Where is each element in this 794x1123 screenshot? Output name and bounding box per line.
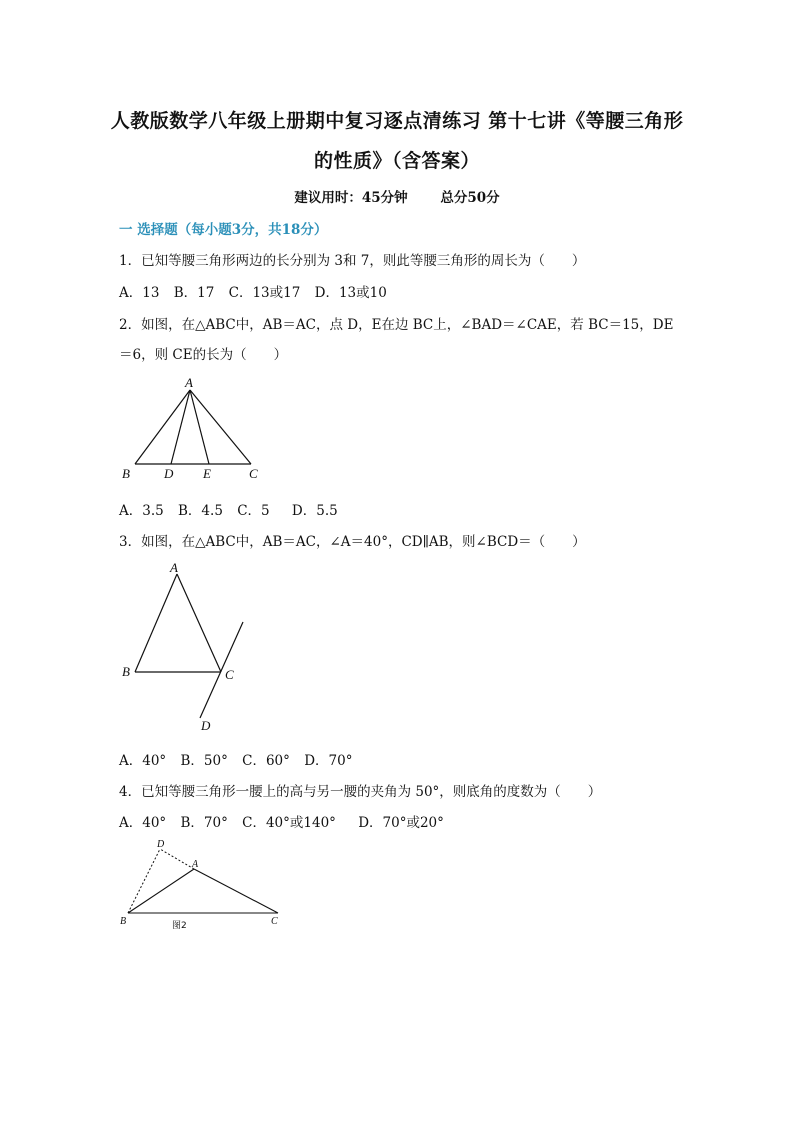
label-b: B: [122, 466, 130, 481]
q2-option-a: A．3.5: [119, 503, 164, 519]
q1-option-c: C．13或17: [228, 285, 301, 301]
segment-ac: [177, 574, 221, 672]
label-a: A: [185, 375, 193, 390]
label-a: A: [192, 859, 199, 870]
q1-option-d: D．13或10: [314, 285, 387, 301]
q4-option-a: A．40°: [119, 815, 167, 831]
question-2-stem-line2: ＝6，则 CE的长为（ ）: [119, 347, 288, 363]
question-2-options: [119, 499, 338, 519]
figure-caption: 图2: [172, 921, 187, 931]
question-1-options: [119, 281, 387, 301]
q4-option-d: D．70°或20°: [358, 815, 444, 831]
question-4-figure: [112, 836, 292, 936]
q2-option-d: D．5.5: [291, 503, 338, 519]
label-b: B: [122, 664, 130, 679]
q3-option-c: C．60°: [242, 753, 290, 769]
q4-option-c: C．40°或140°: [242, 815, 336, 831]
question-2-figure: [115, 372, 275, 484]
label-a: A: [170, 560, 178, 575]
segment-ba: [128, 869, 194, 913]
q1-option-b: B．17: [173, 285, 215, 301]
page-title-line1: 人教版数学八年级上册期中复习逐点清练习 第十七讲《等腰三角形: [110, 110, 684, 132]
label-c: C: [271, 916, 278, 927]
label-e: E: [203, 466, 211, 481]
label-d: D: [164, 466, 174, 481]
q2-option-c: C．5: [237, 503, 270, 519]
segment-ab: [135, 574, 177, 672]
line-cd: [200, 622, 243, 718]
suggested-time: 建议用时：45分钟: [294, 190, 408, 206]
section-heading: 一 选择题（每小题3分，共18分）: [119, 222, 328, 238]
page-title-line2: 的性质》（含答案）: [313, 150, 480, 172]
q3-option-d: D．70°: [304, 753, 353, 769]
label-c: C: [249, 466, 258, 481]
segment-ac: [194, 869, 278, 913]
segment-ad: [171, 390, 190, 464]
label-d: D: [201, 718, 211, 733]
question-2-stem-line1: 2．如图，在△ABC中，AB＝AC，点 D，E在边 BC上，∠BAD＝∠CAE，若 BC＝15，DE: [119, 317, 674, 333]
altitude-bd: [128, 849, 160, 913]
extension-ad: [160, 849, 194, 869]
q3-option-b: B．50°: [180, 753, 228, 769]
q1-option-a: A．13: [119, 285, 160, 301]
question-1-stem: 1．已知等腰三角形两边的长分别为 3和 7，则此等腰三角形的周长为（ ）: [119, 253, 586, 269]
question-3-options: [119, 749, 352, 769]
label-b: B: [120, 916, 127, 927]
label-c: C: [225, 667, 234, 682]
question-4-stem: 4．已知等腰三角形一腰上的高与另一腰的夹角为 50°，则底角的度数为（ ）: [119, 784, 602, 800]
q4-option-b: B．70°: [180, 815, 228, 831]
q2-option-b: B．4.5: [178, 503, 223, 519]
question-3-stem: 3．如图，在△ABC中，AB＝AC，∠A＝40°，CD∥AB，则∠BCD＝（ ）: [119, 534, 586, 550]
q3-option-a: A．40°: [119, 753, 167, 769]
question-4-options: [119, 811, 444, 831]
total-score: 总分50分: [440, 190, 500, 206]
question-3-figure: [115, 558, 255, 736]
exam-meta: [0, 186, 794, 206]
segment-ab: [135, 390, 190, 464]
label-d: D: [157, 839, 165, 850]
